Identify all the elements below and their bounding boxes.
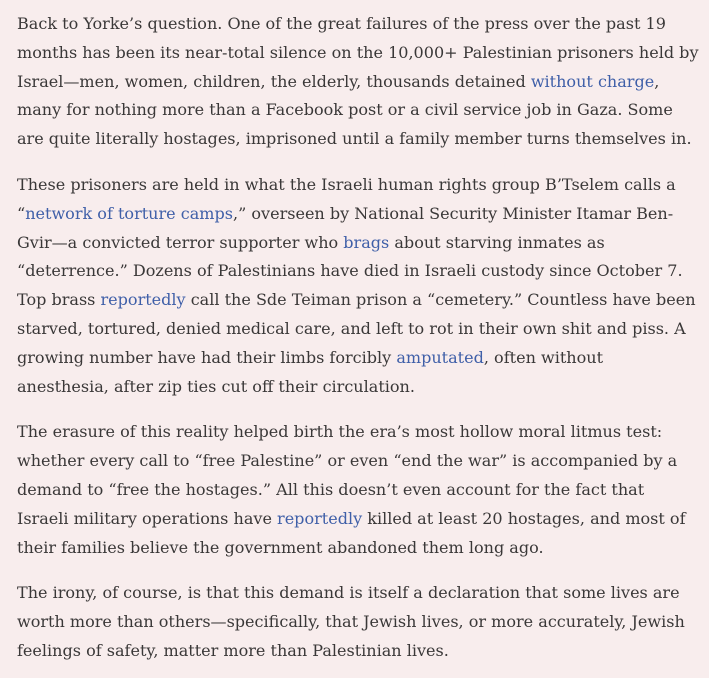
text-segment: Back to Yorke’s question. One of the great failures of the press over the past 19 <box>17 14 666 33</box>
inline-link[interactable]: reportedly <box>277 508 363 528</box>
text-segment: many for nothing more than a Facebook post or a civil service job in Gaza. Some <box>17 100 673 120</box>
text-line <box>17 257 709 286</box>
text-segment: anesthesia, after zip ties cut off their circulation. <box>17 376 415 396</box>
inline-link[interactable]: without charge <box>530 71 655 91</box>
text-segment: demand to “free the hostages.” All this doesn’t even account for the fact that <box>17 479 645 499</box>
paragraph-2 <box>17 171 709 401</box>
text-line <box>17 315 709 344</box>
text-line <box>17 229 709 258</box>
text-line <box>17 10 709 39</box>
text-segment: , often without <box>483 347 604 367</box>
text-segment: months has been its near-total silence on the 10,000+ Palestinian prisoners held by <box>17 42 699 62</box>
text-line <box>17 476 709 505</box>
text-segment: Israeli military operations have <box>17 508 278 528</box>
text-segment: worth more than others—specifically, that Jewish lives, or more accurately, Jewish <box>17 612 685 632</box>
text-segment: ,” overseen by National Security Minister Itamar Ben- <box>232 203 674 223</box>
text-line <box>17 637 709 666</box>
text-line <box>17 171 709 200</box>
text-line <box>17 286 709 315</box>
inline-link[interactable]: brags <box>343 232 390 252</box>
text-line <box>17 418 709 447</box>
text-segment: The irony, of course, is that this demand is itself a declaration that some lives are <box>17 583 680 603</box>
text-line <box>17 68 709 97</box>
text-segment: , <box>654 71 660 91</box>
text-segment: killed at least 20 hostages, and most of <box>362 508 686 528</box>
paragraph-1 <box>17 10 709 154</box>
inline-link[interactable]: amputated <box>396 347 484 367</box>
text-line <box>17 608 709 637</box>
text-segment: are quite literally hostages, imprisoned until a family member turns themselves in. <box>17 129 692 149</box>
text-segment: growing number have had their limbs forcibly <box>17 347 397 367</box>
text-segment: whether every call to “free Palestine” or even “end the war” is accompanied by a <box>17 451 678 471</box>
inline-link[interactable]: network of torture camps <box>25 203 233 223</box>
text-line <box>17 125 709 154</box>
text-line <box>17 447 709 476</box>
text-segment: “deterrence.” Dozens of Palestinians have died in Israeli custody since October 7. <box>17 261 683 281</box>
text-line <box>17 505 709 534</box>
text-line <box>17 200 709 229</box>
text-line <box>17 344 709 373</box>
text-segment: feelings of safety, matter more than Palestinian lives. <box>17 640 449 660</box>
text-line <box>17 39 709 68</box>
text-segment: Israel—men, women, children, the elderly, thousands detained <box>17 71 531 91</box>
text-segment: “ <box>17 203 26 223</box>
text-segment: Gvir—a convicted terror supporter who <box>17 232 344 252</box>
text-segment: Top brass <box>17 290 101 310</box>
text-line <box>17 373 709 402</box>
inline-link[interactable]: reportedly <box>100 290 186 310</box>
text-line <box>17 534 709 563</box>
text-segment: The erasure of this reality helped birth the era’s most hollow moral litmus test: <box>17 422 663 442</box>
text-line <box>17 579 709 608</box>
text-segment: call the Sde Teiman prison a “cemetery.” Countless have been <box>185 290 696 310</box>
text-line <box>17 96 709 125</box>
text-segment: starved, tortured, denied medical care, and left to rot in their own shit and piss. A <box>17 318 686 338</box>
paragraph-4 <box>17 579 709 665</box>
text-segment: about starving inmates as <box>389 232 605 252</box>
paragraph-3 <box>17 418 709 562</box>
text-segment: their families believe the government abandoned them long ago. <box>17 537 544 557</box>
text-segment: These prisoners are held in what the Israeli human rights group B’Tselem calls a <box>17 174 676 194</box>
